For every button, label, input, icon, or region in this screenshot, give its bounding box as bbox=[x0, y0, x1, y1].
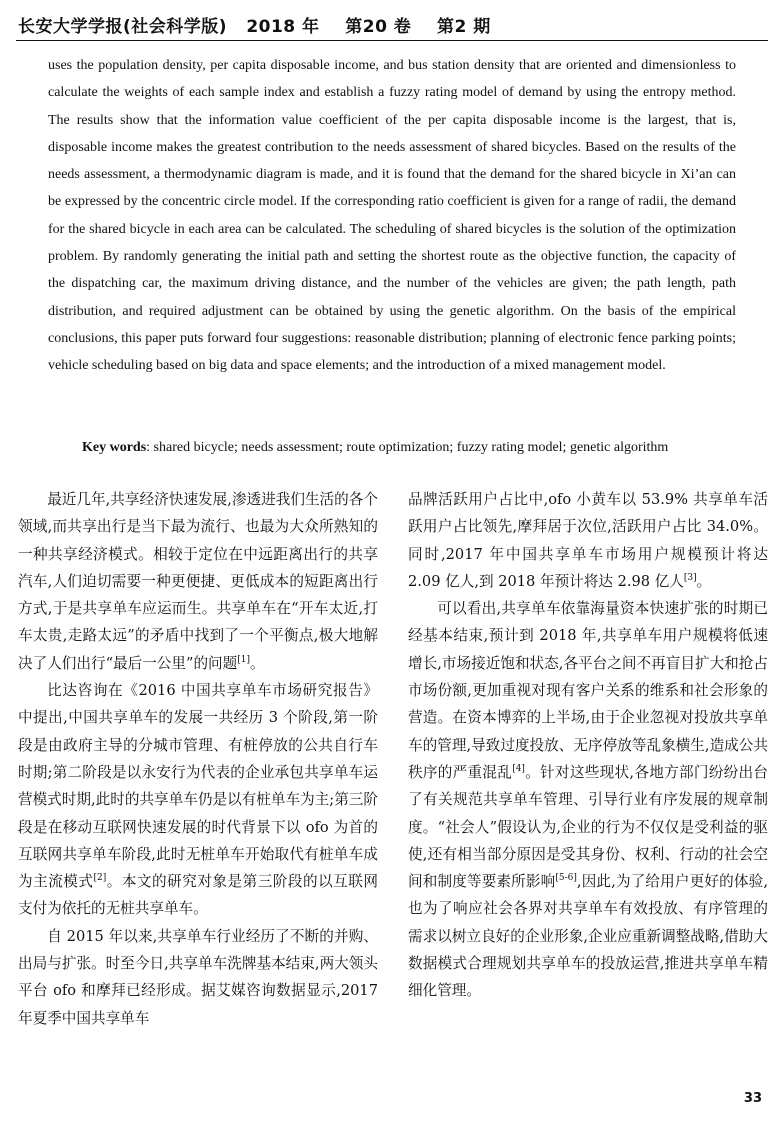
journal-year: 2018 年 bbox=[246, 17, 320, 37]
page-number: 33 bbox=[743, 1091, 762, 1106]
body-paragraph: 比达咨询在《2016 中国共享单车市场研究报告》中提出,中国共享单车的发展一共经历 3 个阶段,第一阶段是由政府主导的分城市管理、有桩停放的公共自行车时期;第二阶段是以永安行为代表的企业承包共享单车运营模式时期,此时的共享单车仍是以有桩单车为主;第三阶段是在移动互联网快速发展的时代背景下以 ofo 为首的互联网共享单车阶段,此时无桩单车开始取代有桩单车成为主流模式[2]。本文的研究对象是第三阶段的以互联网支付为依托的无桩共享单车。 bbox=[18, 682, 378, 918]
journal-name: 长安大学学报(社会科学版) bbox=[18, 17, 228, 37]
keywords-list: : shared bicycle; needs assessment; route optimization; fuzzy rating model; genetic algorithm bbox=[146, 440, 669, 455]
keywords bbox=[48, 434, 736, 461]
journal-issue: 第2 期 bbox=[437, 17, 491, 37]
body-paragraph: 最近几年,共享经济快速发展,渗透进我们生活的各个领域,而共享出行是当下最为流行、也最为大众所熟知的一种共享经济模式。相较于定位在中远距离出行的共享汽车,人们迫切需要一种更便捷、更低成本的短距离出行方式,于是共享单车应运而生。共享单车在“开车太近,打车太贵,走路太远”的矛盾中找到了一个平衡点,极大地解决了人们出行“最后一公里”的问题[1]。 bbox=[18, 491, 378, 672]
citation-ref[interactable]: [5-6] bbox=[555, 873, 577, 884]
citation-ref[interactable]: [3] bbox=[683, 573, 697, 584]
left-column bbox=[18, 486, 378, 1032]
running-header bbox=[18, 12, 766, 37]
body-paragraph: 可以看出,共享单车依靠海量资本快速扩张的时期已经基本结束,预计到 2018 年,共享单车用户规模将低速增长,市场接近饱和状态,各平台之间不再盲目扩大和抢占市场份额,更加重视对现有客户关系的维系和社会形象的营造。在资本博弈的上半场,由于企业忽视对投放共享单车的管理,导致过度投放、无序停放等乱象横生,造成公共秩序的严重混乱[4]。针对这些现状,各地方部门纷纷出台了有关规范共享单车管理、引导行业有序发展的规章制度。“社会人”假设认为,企业的行为不仅仅是受利益的驱使,还有相当部分原因是受其身份、权利、行动的社会空间和制度等要素所影响[5-6],因此,为了给用户更好的体验,也为了响应社会各界对共享单车有效投放、有序管理的需求以树立良好的企业形象,企业应重新调整战略,借助大数据模式合理规划共享单车的投放运营,推进共享单车精细化管理。 bbox=[408, 600, 768, 1000]
right-column bbox=[408, 486, 768, 1005]
citation-ref[interactable]: [1] bbox=[237, 654, 250, 665]
english-abstract: uses the population density, per capita disposable income, and bus station density that are oriented and dimensionless to calculate the weights of each sample index and establish a fuzzy rating model of demand by using the entropy method. The results show that the information value coefficient of the per capita disposable income is the largest, that is, disposable income makes the greatest contribution to the needs assessment of shared bicycles. Based on the results of the needs assessment, a thermodynamic diagram is made, and it is found that the demand for the shared bicycle in Xi’an can be expressed by the concentric circle model. If the corresponding ratio coefficient is given for a range of radii, the demand for the shared bicycle in each area can be calculated. The scheduling of shared bicycles is the solution of the optimization problem. By randomly generating the initial path and setting the shortest route as the objective function, the capacity of the dispatching car, the maximum driving distance, and the number of the vehicles are given; the path length, path distribution, and required adjustment can be obtained by using the genetic algorithm. On the basis of the empirical conclusions, this paper puts forward four suggestions: reasonable distribution; planning of electronic fence parking points; vehicle scheduling based on big data and space elements; and the introduction of a mixed management model. bbox=[48, 58, 736, 374]
citation-ref[interactable]: [4] bbox=[512, 764, 525, 775]
header-rule bbox=[16, 40, 768, 41]
journal-volume: 第20 卷 bbox=[345, 17, 412, 37]
body-paragraph: 品牌活跃用户占比中,ofo 小黄车以 53.9% 共享单车活跃用户占比领先,摩拜居于次位,活跃用户占比 34.0%。同时,2017 年中国共享单车市场用户规模预计将达 2.09 亿人,到 2018 年预计将达 2.98 亿人[3]。 bbox=[408, 491, 768, 590]
body-paragraph: 自 2015 年以来,共享单车行业经历了不断的并购、出局与扩张。时至今日,共享单车洗牌基本结束,两大领头平台 ofo 和摩拜已经形成。据艾媒咨询数据显示,2017 年夏季中国共享单车 bbox=[18, 927, 378, 1027]
keywords-label: Key words bbox=[82, 440, 147, 455]
citation-ref[interactable]: [2] bbox=[93, 873, 107, 884]
